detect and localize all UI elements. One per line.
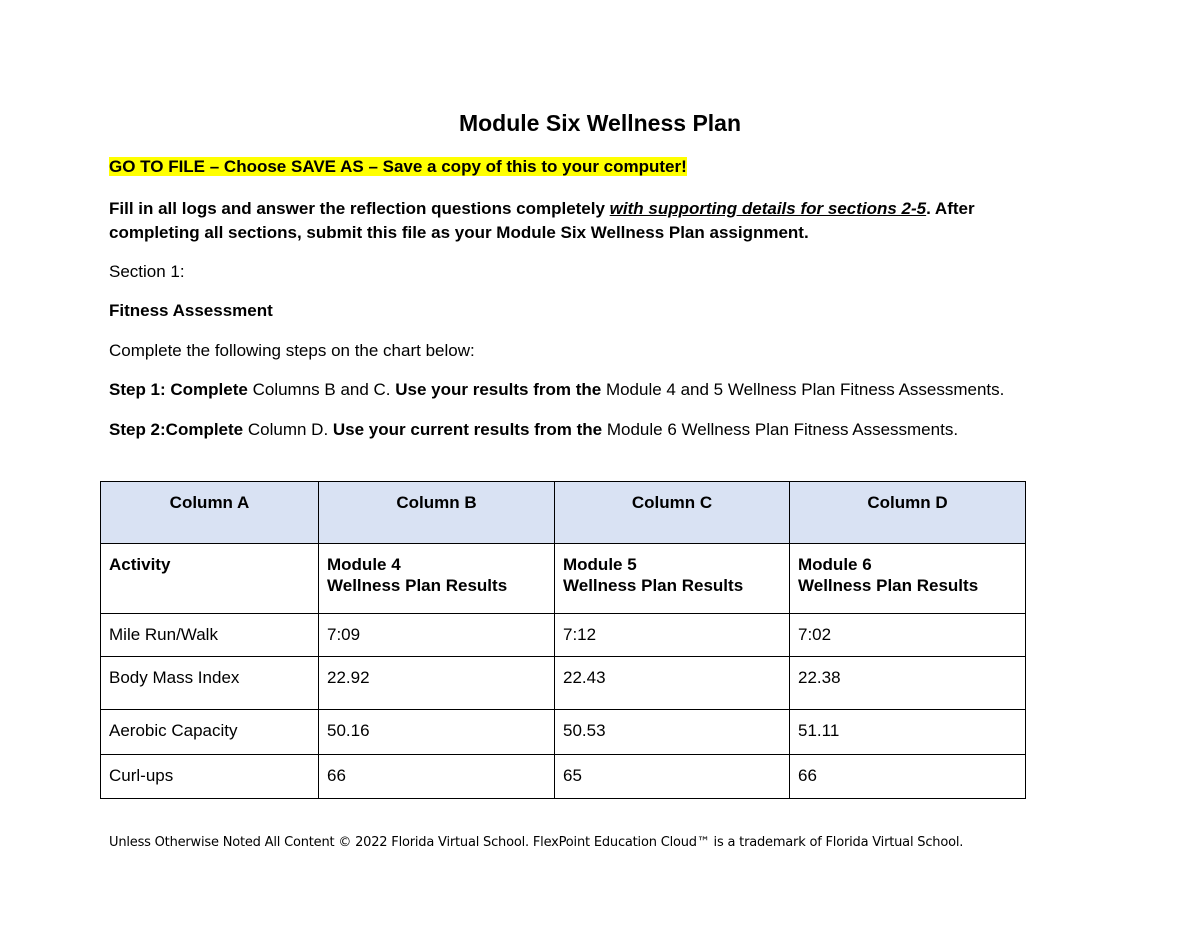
subheader-line: Module 5 (563, 555, 637, 574)
fitness-results-table (100, 481, 1026, 799)
instructions-line-2: completing all sections, submit this file as your Module Six Wellness Plan assignment. (109, 223, 809, 242)
subheader-line: Wellness Plan Results (563, 576, 744, 595)
table-cell: Body Mass Index (101, 657, 319, 710)
table-cell: 50.16 (319, 710, 555, 755)
table-cell: 7:02 (790, 614, 1026, 657)
column-header: Column D (790, 482, 1026, 544)
table-cell: 22.43 (555, 657, 790, 710)
subheader-line: Wellness Plan Results (327, 576, 508, 595)
table-subheader-row (101, 544, 1026, 614)
subheader-line: Activity (109, 555, 171, 574)
table-cell: 22.38 (790, 657, 1026, 710)
subheader-line: Wellness Plan Results (798, 576, 979, 595)
table-cell: 66 (319, 755, 555, 799)
steps-intro: Complete the following steps on the chart below: (109, 341, 475, 360)
step-1-label: Step 1: Complete (109, 380, 248, 399)
table-cell: 7:09 (319, 614, 555, 657)
step-2 (109, 418, 958, 442)
table-row (101, 710, 1026, 755)
table-row (101, 755, 1026, 799)
subheader-cell (319, 544, 555, 614)
instructions-text-end: . After (926, 199, 975, 218)
subheader-cell (790, 544, 1026, 614)
instructions-text: Fill in all logs and answer the reflection questions completely (109, 199, 610, 218)
subheader-cell (101, 544, 319, 614)
page-title: Module Six Wellness Plan (458, 110, 742, 136)
copyright-footer: Unless Otherwise Noted All Content © 2022 Florida Virtual School. FlexPoint Education Cloud™ is a trademark of Florida Virtual School. (109, 835, 964, 850)
section-heading: Fitness Assessment (109, 301, 273, 320)
step-1-text: Columns B and C. (247, 380, 396, 399)
step-2-bold: Use your current results from the (332, 420, 603, 439)
step-2-text-end: Module 6 Wellness Plan Fitness Assessments. (602, 420, 959, 439)
column-header: Column C (555, 482, 790, 544)
table-header-row (101, 482, 1026, 544)
subheader-line: Module 6 (798, 555, 872, 574)
save-notice (109, 155, 687, 179)
table-cell: 7:12 (555, 614, 790, 657)
table-cell: 51.11 (790, 710, 1026, 755)
table-cell: 22.92 (319, 657, 555, 710)
table-cell: 65 (555, 755, 790, 799)
column-header: Column B (319, 482, 555, 544)
column-header: Column A (101, 482, 319, 544)
step-1 (109, 378, 1004, 402)
table-row (101, 614, 1026, 657)
step-2-label: Step 2:Complete (109, 420, 244, 439)
table-row (101, 657, 1026, 710)
table-cell: Mile Run/Walk (101, 614, 319, 657)
instructions-emphasis: with supporting details for sections 2-5 (609, 199, 927, 218)
subheader-cell (555, 544, 790, 614)
table-cell: 66 (790, 755, 1026, 799)
table-cell: Aerobic Capacity (101, 710, 319, 755)
step-1-bold: Use your results from the (395, 380, 602, 399)
table-cell: Curl-ups (101, 755, 319, 799)
step-2-text: Column D. (243, 420, 333, 439)
instructions-line-1 (109, 197, 975, 221)
save-notice-highlight: GO TO FILE – Choose SAVE AS – Save a copy of this to your computer! (109, 157, 687, 176)
subheader-line: Module 4 (327, 555, 401, 574)
section-label: Section 1: (109, 262, 185, 281)
step-1-text-end: Module 4 and 5 Wellness Plan Fitness Assessments. (601, 380, 1005, 399)
table-cell: 50.53 (555, 710, 790, 755)
